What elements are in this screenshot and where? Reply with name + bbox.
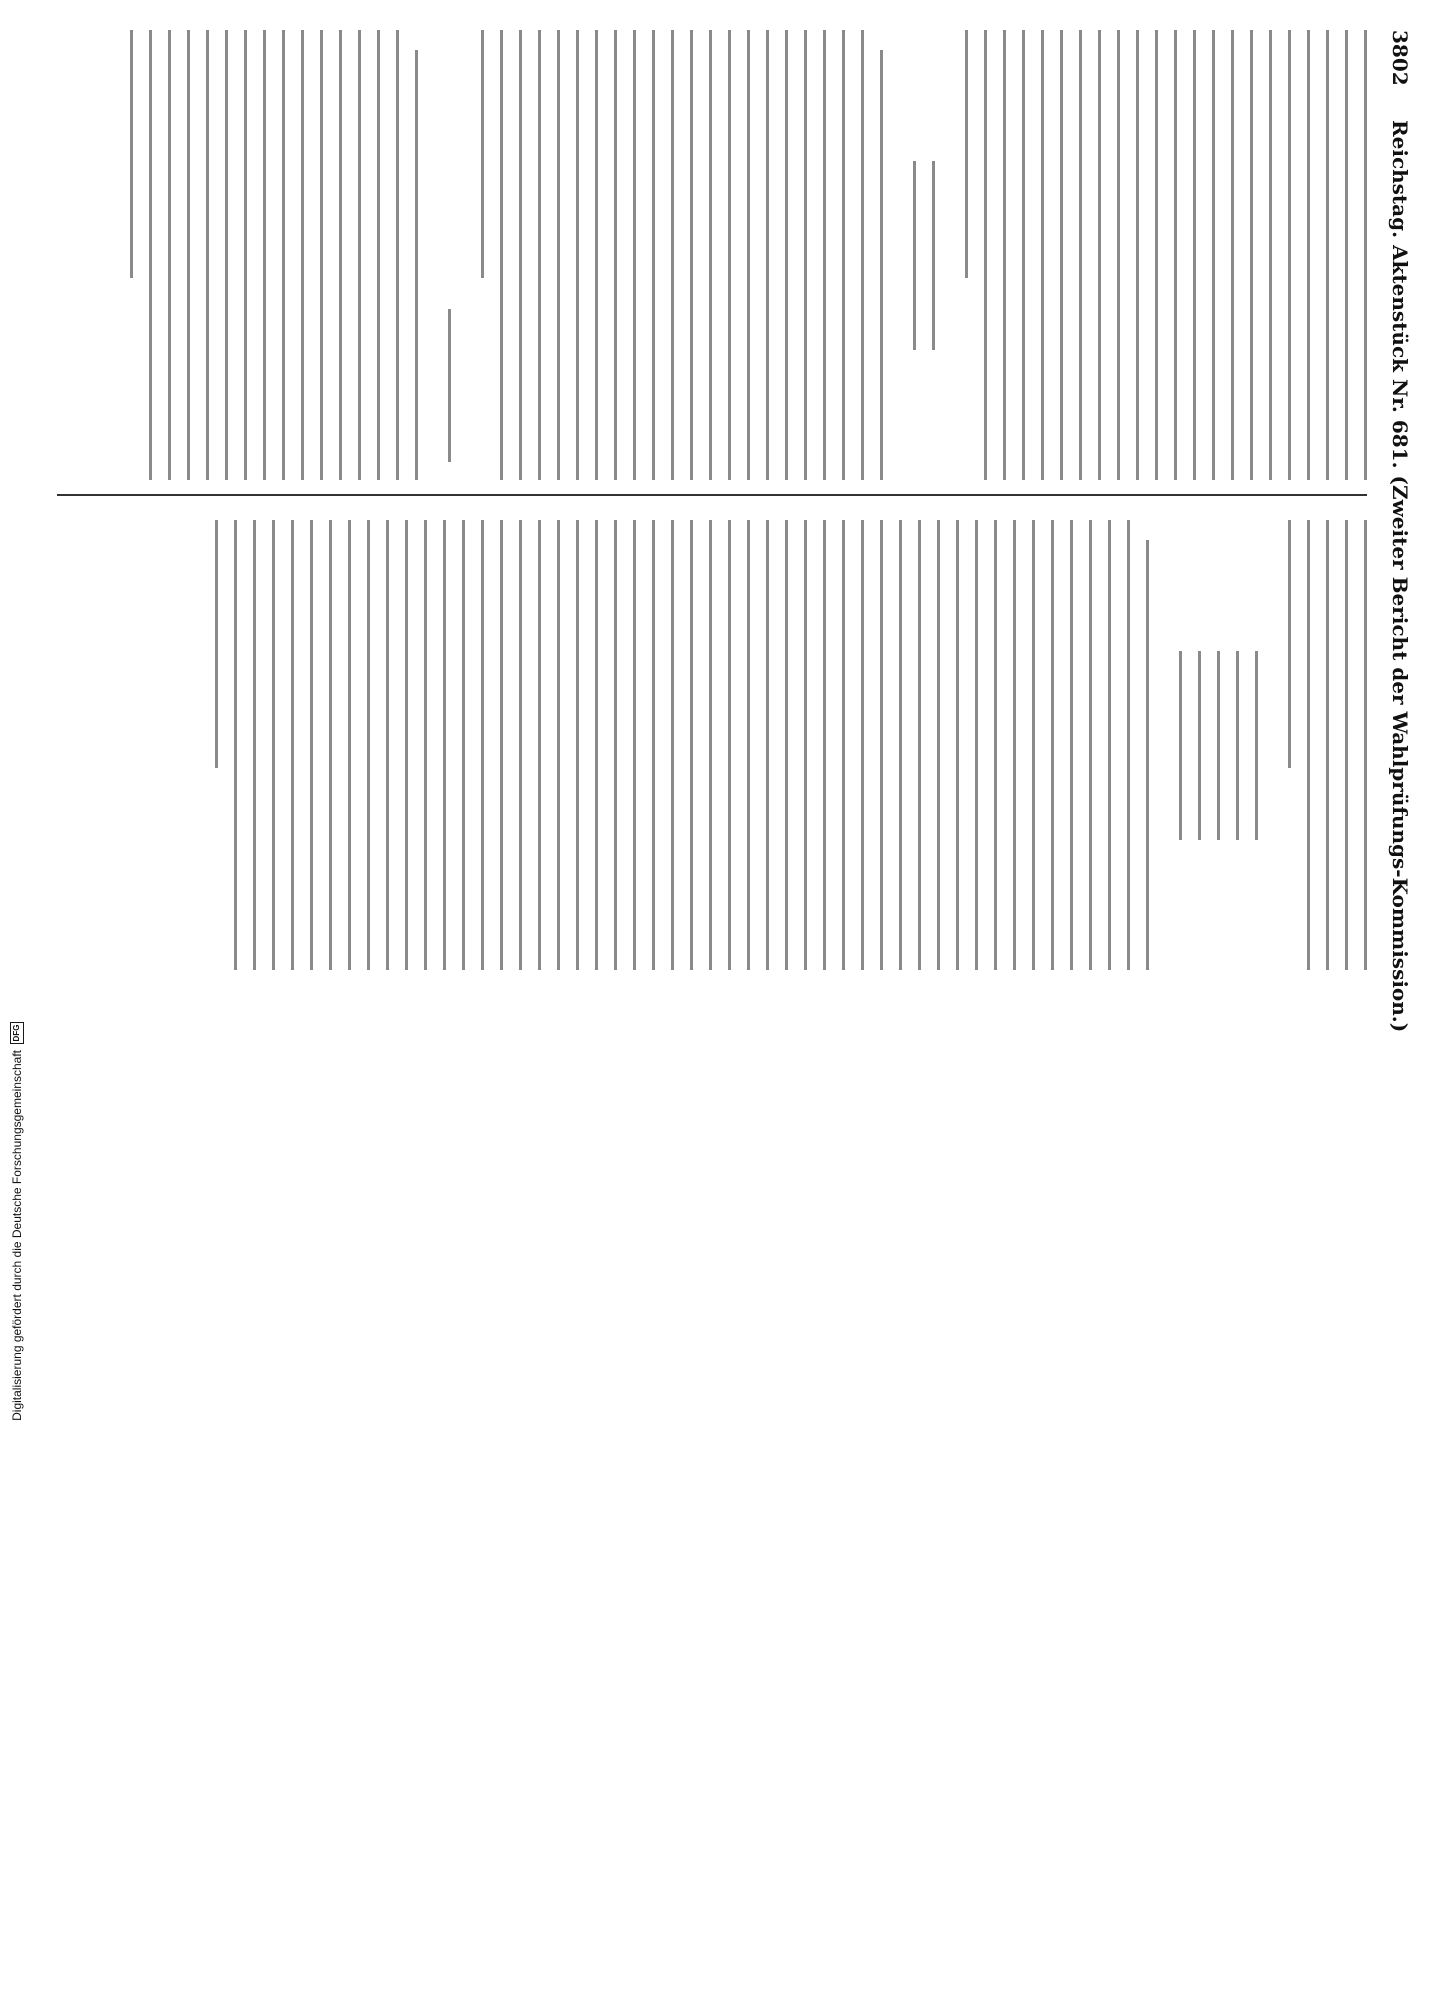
- footer-credit: [6, 1000, 28, 2000]
- funding-credit: Digitalisierung gefördert durch die Deutsche Forschungsgemeinschaft: [10, 1050, 24, 1421]
- page-footer: [6, 1000, 28, 2000]
- column-divider: [57, 494, 1367, 496]
- page-header: [1380, 30, 1412, 1033]
- page-title: Reichstag. Aktenstück Nr. 681. (Zweiter Bericht der Wahlprüfungs-Kommission.): [1388, 120, 1412, 1033]
- page-number: 3802: [1388, 30, 1412, 86]
- dfg-logo-icon: DFG: [10, 1022, 24, 1044]
- text-column-right: [57, 520, 1367, 970]
- text-column-left: [57, 30, 1367, 480]
